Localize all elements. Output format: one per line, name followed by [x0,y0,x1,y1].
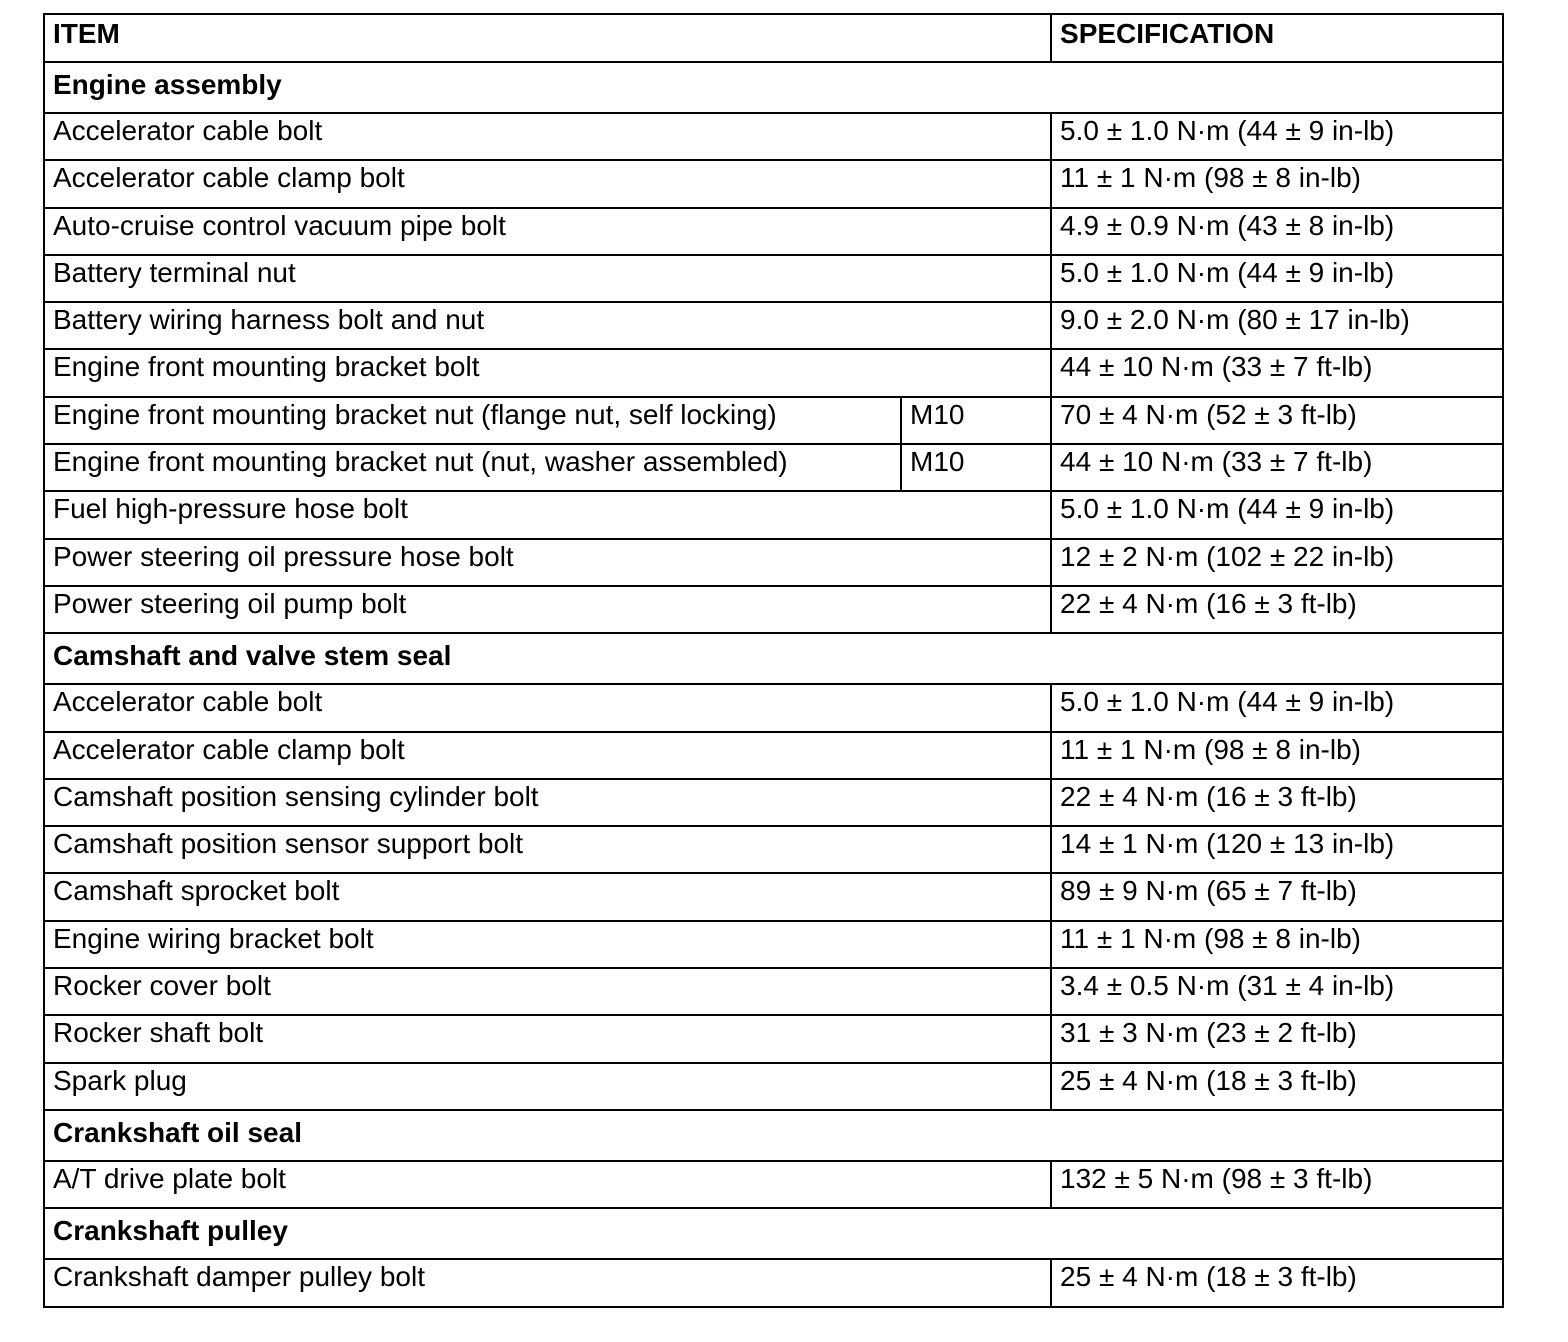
specification-cell: 132 ± 5 N·m (98 ± 3 ft-lb) [1051,1161,1503,1208]
item-name-cell: Accelerator cable bolt [44,684,1051,731]
item-name-cell: Power steering oil pressure hose bolt [44,539,1051,586]
section-header-row [44,1110,1503,1161]
table-row [44,539,1503,586]
item-name-cell: Auto-cruise control vacuum pipe bolt [44,208,1051,255]
table-row [44,732,1503,779]
specification-cell: 11 ± 1 N·m (98 ± 8 in-lb) [1051,921,1503,968]
specification-cell: 11 ± 1 N·m (98 ± 8 in-lb) [1051,160,1503,207]
item-name-cell: Accelerator cable clamp bolt [44,160,1051,207]
table-row [44,491,1503,538]
specification-cell: 3.4 ± 0.5 N·m (31 ± 4 in-lb) [1051,968,1503,1015]
item-name-cell: Engine front mounting bracket nut (nut, washer assembled) [44,444,901,491]
table-row [44,779,1503,826]
item-name-cell: Accelerator cable bolt [44,113,1051,160]
specification-cell: 14 ± 1 N·m (120 ± 13 in-lb) [1051,826,1503,873]
table-row [44,349,1503,396]
table-row [44,921,1503,968]
item-column-header: ITEM [44,14,1051,62]
specification-cell: 22 ± 4 N·m (16 ± 3 ft-lb) [1051,779,1503,826]
specification-cell: 12 ± 2 N·m (102 ± 22 in-lb) [1051,539,1503,586]
item-name-cell: Spark plug [44,1063,1051,1110]
section-header-row [44,1208,1503,1259]
size-cell: M10 [901,444,1051,491]
table-row [44,397,1503,444]
section-title: Crankshaft pulley [44,1208,1503,1259]
item-name-cell: Rocker cover bolt [44,968,1051,1015]
section-title: Camshaft and valve stem seal [44,633,1503,684]
specification-cell: 5.0 ± 1.0 N·m (44 ± 9 in-lb) [1051,491,1503,538]
item-name-cell: Power steering oil pump bolt [44,586,1051,633]
table-row [44,255,1503,302]
table-body [44,14,1503,1307]
specification-cell: 31 ± 3 N·m (23 ± 2 ft-lb) [1051,1015,1503,1062]
table-row [44,1015,1503,1062]
specification-cell: 44 ± 10 N·m (33 ± 7 ft-lb) [1051,444,1503,491]
table-row [44,160,1503,207]
table-row [44,1063,1503,1110]
table-row [44,873,1503,920]
table-row [44,113,1503,160]
specification-cell: 9.0 ± 2.0 N·m (80 ± 17 in-lb) [1051,302,1503,349]
item-name-cell: Accelerator cable clamp bolt [44,732,1051,779]
item-name-cell: A/T drive plate bolt [44,1161,1051,1208]
section-header-row [44,633,1503,684]
table-header-row [44,14,1503,62]
table-row [44,684,1503,731]
item-name-cell: Camshaft sprocket bolt [44,873,1051,920]
specification-cell: 44 ± 10 N·m (33 ± 7 ft-lb) [1051,349,1503,396]
item-name-cell: Camshaft position sensing cylinder bolt [44,779,1051,826]
specification-cell: 11 ± 1 N·m (98 ± 8 in-lb) [1051,732,1503,779]
table-row [44,302,1503,349]
item-name-cell: Engine wiring bracket bolt [44,921,1051,968]
torque-specification-table [43,13,1504,1308]
specification-cell: 5.0 ± 1.0 N·m (44 ± 9 in-lb) [1051,684,1503,731]
specification-cell: 5.0 ± 1.0 N·m (44 ± 9 in-lb) [1051,255,1503,302]
table-row [44,1161,1503,1208]
table-row [44,208,1503,255]
specification-cell: 89 ± 9 N·m (65 ± 7 ft-lb) [1051,873,1503,920]
section-title: Engine assembly [44,62,1503,113]
specification-cell: 70 ± 4 N·m (52 ± 3 ft-lb) [1051,397,1503,444]
specification-cell: 22 ± 4 N·m (16 ± 3 ft-lb) [1051,586,1503,633]
specification-cell: 4.9 ± 0.9 N·m (43 ± 8 in-lb) [1051,208,1503,255]
specification-cell: 5.0 ± 1.0 N·m (44 ± 9 in-lb) [1051,113,1503,160]
specification-column-header: SPECIFICATION [1051,14,1503,62]
item-name-cell: Camshaft position sensor support bolt [44,826,1051,873]
size-cell: M10 [901,397,1051,444]
item-name-cell: Battery terminal nut [44,255,1051,302]
section-header-row [44,62,1503,113]
table-row [44,444,1503,491]
table-row [44,826,1503,873]
item-name-cell: Fuel high-pressure hose bolt [44,491,1051,538]
section-title: Crankshaft oil seal [44,1110,1503,1161]
specification-cell: 25 ± 4 N·m (18 ± 3 ft-lb) [1051,1063,1503,1110]
item-name-cell: Crankshaft damper pulley bolt [44,1259,1051,1306]
item-name-cell: Engine front mounting bracket nut (flange nut, self locking) [44,397,901,444]
item-name-cell: Rocker shaft bolt [44,1015,1051,1062]
item-name-cell: Battery wiring harness bolt and nut [44,302,1051,349]
table-row [44,586,1503,633]
specification-cell: 25 ± 4 N·m (18 ± 3 ft-lb) [1051,1259,1503,1306]
table-row [44,1259,1503,1306]
table-row [44,968,1503,1015]
item-name-cell: Engine front mounting bracket bolt [44,349,1051,396]
